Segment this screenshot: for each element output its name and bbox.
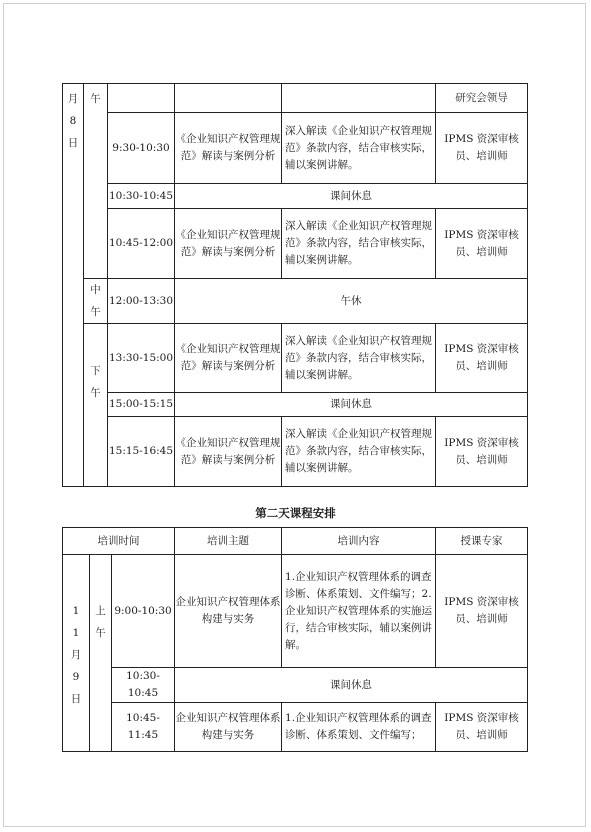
topic-cell: 企业知识产权管理体系构建与实务 xyxy=(175,703,282,752)
table-row xyxy=(63,555,528,668)
time-cell: 12:00-13:30 xyxy=(108,279,175,324)
content-cell: 1.企业知识产权管理体系的调查诊断、体系策划、文件编写； xyxy=(282,703,436,752)
table-row xyxy=(63,184,528,209)
time-cell: 10:30-10:45 xyxy=(108,184,175,209)
expert-cell: IPMS 资深审核员、培训师 xyxy=(436,703,528,752)
day2-schedule-table xyxy=(62,527,528,752)
empty-cell xyxy=(175,84,282,113)
period-cell: 上午 xyxy=(90,555,112,752)
time-cell: 13:30-15:00 xyxy=(108,324,175,393)
topic-cell: 企业知识产权管理体系构建与实务 xyxy=(175,555,282,668)
period-cell: 中午 xyxy=(84,279,108,324)
topic-cell: 《企业知识产权管理规范》解读与案例分析 xyxy=(175,209,282,279)
date-cell: 11 月 9 日 xyxy=(63,555,90,752)
header-content: 培训内容 xyxy=(282,528,436,555)
table-row xyxy=(63,209,528,279)
time-cell: 15:15-16:45 xyxy=(108,417,175,487)
content-cell: 深入解读《企业知识产权管理规范》条款内容，结合审核实际，辅以案例讲解。 xyxy=(282,324,436,393)
header-topic: 培训主题 xyxy=(175,528,282,555)
content-cell: 深入解读《企业知识产权管理规范》条款内容，结合审核实际，辅以案例讲解。 xyxy=(282,417,436,487)
content-cell: 1.企业知识产权管理体系的调查诊断、体系策划、文件编写；2.企业知识产权管理体系的实施运行，结合审核实际，辅以案例讲解。 xyxy=(282,555,436,668)
table-row xyxy=(63,113,528,184)
header-time: 培训时间 xyxy=(63,528,175,555)
day2-title: 第二天课程安排 xyxy=(255,506,336,520)
expert-cell: IPMS 资深审核员、培训师 xyxy=(436,417,528,487)
day1-schedule-table xyxy=(62,83,528,487)
table-row xyxy=(63,528,528,555)
time-cell: 10:30-10:45 xyxy=(112,668,175,703)
time-cell: 15:00-15:15 xyxy=(108,393,175,417)
table-row xyxy=(63,324,528,393)
time-cell: 10:45-11:45 xyxy=(112,703,175,752)
table-row xyxy=(63,703,528,752)
empty-cell xyxy=(108,84,175,113)
table-row xyxy=(63,279,528,324)
topic-cell: 《企业知识产权管理规范》解读与案例分析 xyxy=(175,113,282,184)
expert-cell: IPMS 资深审核员、培训师 xyxy=(436,113,528,184)
table-row xyxy=(63,393,528,417)
expert-cell: IPMS 资深审核员、培训师 xyxy=(436,209,528,279)
expert-cell: IPMS 资深审核员、培训师 xyxy=(436,555,528,668)
table-row xyxy=(63,668,528,703)
content-cell: 深入解读《企业知识产权管理规范》条款内容，结合审核实际，辅以案例讲解。 xyxy=(282,209,436,279)
break-cell: 课间休息 xyxy=(175,668,528,703)
header-expert: 授课专家 xyxy=(436,528,528,555)
period-cell: 午 xyxy=(84,84,108,279)
empty-cell xyxy=(282,84,436,113)
topic-cell: 《企业知识产权管理规范》解读与案例分析 xyxy=(175,324,282,393)
break-cell: 课间休息 xyxy=(175,184,528,209)
break-cell: 课间休息 xyxy=(175,393,528,417)
period-cell: 下午 xyxy=(84,324,108,487)
time-cell: 9:30-10:30 xyxy=(108,113,175,184)
expert-cell: 研究会领导 xyxy=(436,84,528,113)
time-cell: 9:00-10:30 xyxy=(112,555,175,668)
expert-cell: IPMS 资深审核员、培训师 xyxy=(436,324,528,393)
table-row xyxy=(63,84,528,113)
date-cell: 月 8 日 xyxy=(63,84,84,487)
time-cell: 10:45-12:00 xyxy=(108,209,175,279)
topic-cell: 《企业知识产权管理规范》解读与案例分析 xyxy=(175,417,282,487)
content-cell: 深入解读《企业知识产权管理规范》条款内容，结合审核实际，辅以案例讲解。 xyxy=(282,113,436,184)
table-row xyxy=(63,417,528,487)
noon-break-cell: 午休 xyxy=(175,279,528,324)
